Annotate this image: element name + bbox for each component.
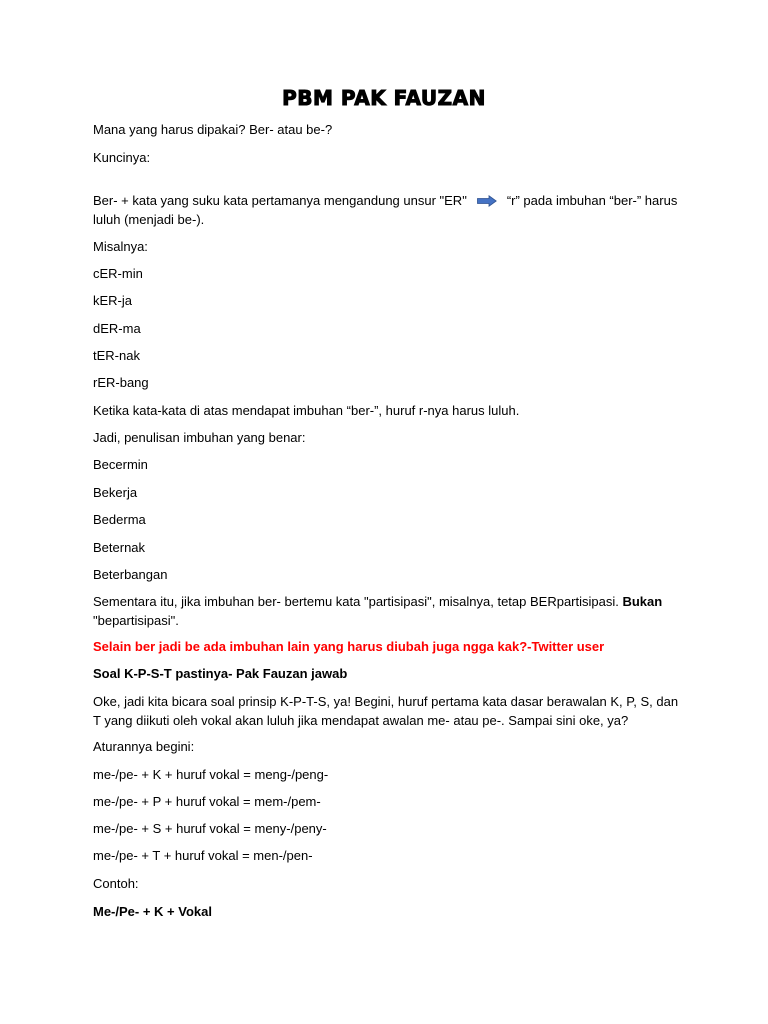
kpst-intro-line-1: Oke, jadi kita bicara soal prinsip K-P-T-S, ya! Begini, huruf pertama kata dasar berawalan K, P, S, dan xyxy=(93,694,679,709)
rule-part-1: Ber- + kata yang suku kata pertamanya mengandung unsur "ER" xyxy=(93,193,467,208)
rule-part-2: “r” pada imbuhan “ber-” harus xyxy=(506,193,678,208)
example-label: Misalnya: xyxy=(93,239,148,254)
exception-line-2: "bepartisipasi". xyxy=(93,613,179,628)
intro-question: Mana yang harus dipakai? Ber- atau be-? xyxy=(93,122,333,137)
correct-label: Jadi, penulisan imbuhan yang benar: xyxy=(93,430,306,445)
kpst-rule: me-/pe- + P + huruf vokal = mem-/pem- xyxy=(93,794,321,809)
twitter-question: Selain ber jadi be ada imbuhan lain yang harus diubah juga ngga kak?-Twitter user xyxy=(93,639,605,654)
syllable-example: kER-ja xyxy=(93,293,133,308)
rule-line-1 xyxy=(93,191,683,210)
kpst-intro-line-2: T yang diikuti oleh vokal akan luluh jika mendapat awalan me- atau pe-. Sampai sini oke, ya? xyxy=(93,713,629,728)
correct-word: Becermin xyxy=(93,457,148,472)
syllable-example: cER-min xyxy=(93,266,143,281)
rule-line-2: luluh (menjadi be-). xyxy=(93,212,205,227)
correct-word: Beternak xyxy=(93,540,146,555)
correct-word: Bekerja xyxy=(93,485,138,500)
contoh-heading: Me-/Pe- + K + Vokal xyxy=(93,904,212,919)
exception-text: Sementara itu, jika imbuhan ber- bertemu kata "partisipasi", misalnya, tetap BERpartisipasi. xyxy=(93,594,619,609)
answer-heading: Soal K-P-S-T pastinya- Pak Fauzan jawab xyxy=(93,666,348,681)
exception-line-1 xyxy=(93,592,683,611)
rules-label: Aturannya begini: xyxy=(93,739,195,754)
correct-word: Bederma xyxy=(93,512,146,527)
syllable-example: tER-nak xyxy=(93,348,140,363)
explanation-text: Ketika kata-kata di atas mendapat imbuhan “ber-”, huruf r-nya harus luluh. xyxy=(93,403,520,418)
syllable-example: dER-ma xyxy=(93,321,141,336)
syllable-example: rER-bang xyxy=(93,375,149,390)
contoh-label: Contoh: xyxy=(93,876,139,891)
correct-word: Beterbangan xyxy=(93,567,168,582)
right-arrow-icon xyxy=(477,195,497,207)
kpst-rule: me-/pe- + S + huruf vokal = meny-/peny- xyxy=(93,821,327,836)
exception-bold: Bukan xyxy=(618,594,663,609)
key-label: Kuncinya: xyxy=(93,150,151,165)
kpst-rule: me-/pe- + T + huruf vokal = men-/pen- xyxy=(93,848,313,863)
page-title: PBM PAK FAUZAN xyxy=(282,86,486,110)
kpst-rule: me-/pe- + K + huruf vokal = meng-/peng- xyxy=(93,767,329,782)
